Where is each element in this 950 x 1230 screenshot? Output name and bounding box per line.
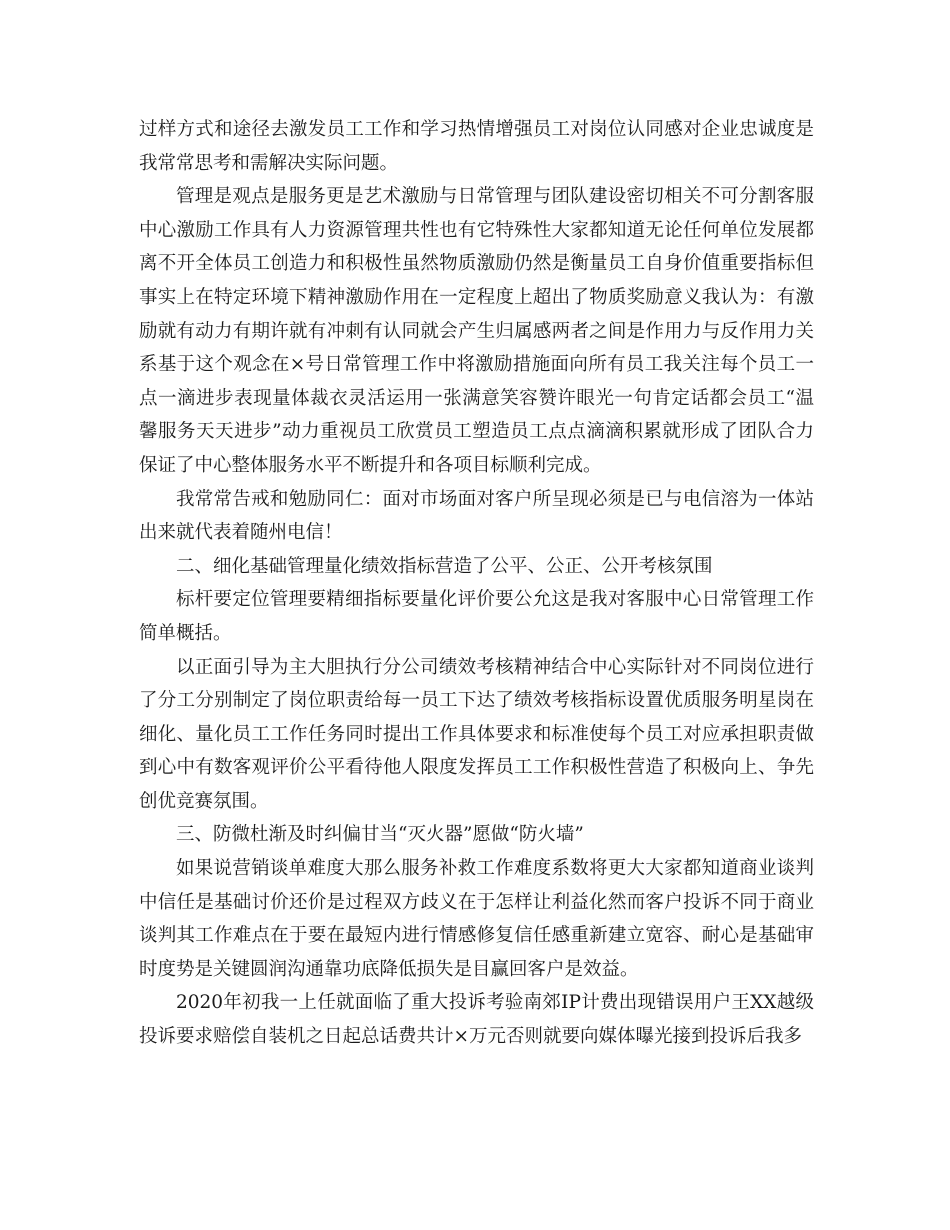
paragraph-4: 标杆要定位管理要精细指标要量化评价要公允这是我对客服中心日常管理工作简单概括。: [139, 589, 814, 644]
paragraph-2: 管理是观点是服务更是艺术激励与日常管理与团队建设密切相关不可分割客服中心激励工作具有人力资源管理共性也有它特殊性大家都知道无论任何单位发展都离不开全体员工创造力和积极性虽然物质激励仍然是衡量员工自身价值重要指标但事实上在特定环境下精神激励作用在一定程度上超出了物质奖励意义我认为：有激励就有动力有期许就有冲刺有认同就会产生归属感两者之间是作用力与反作用力关系基于这个观念在×号日常管理工作中将激励措施面向所有员工我关注每个员工一点一滴进步表现量体裁衣灵活运用一张满意笑容赞许眼光一句肯定话都会员工“温馨服务天天进步”动力重视员工欣赏员工塑造员工点点滴滴积累就形成了团队合力保证了中心整体服务水平不断提升和各项目标顺利完成。: [139, 186, 814, 476]
paragraph-6: 如果说营销谈单难度大那么服务补救工作难度系数将更大大家都知道商业谈判中信任是基础讨价还价是过程双方歧义在于怎样让利益化然而客户投诉不同于商业谈判其工作难点在于要在最短内进行情感修复信任感重新建立宽容、耐心是基础审时度势是关键圆润沟通靠功底降低损失是目赢回客户是效益。: [139, 858, 814, 980]
paragraph-5: 以正面引导为主大胆执行分公司绩效考核精神结合中心实际针对不同岗位进行了分工分别制定了岗位职责给每一员工下达了绩效考核指标设置优质服务明星岗在细化、量化员工工作任务同时提出工作具体要求和标准使每个员工对应承担职责做到心中有数客观评价公平看待他人限度发挥员工工作积极性营造了积极向上、争先创优竞赛氛围。: [139, 656, 814, 812]
section-heading-3: 三、防微杜渐及时纠偏甘当“灭火器”愿做“防火墙”: [176, 824, 584, 846]
section-heading-2: 二、细化基础管理量化绩效指标营造了公平、公正、公开考核氛围: [176, 555, 713, 577]
paragraph-1: 过样方式和途径去激发员工工作和学习热情增强员工对岗位认同感对企业忠诚度是我常常思考和需解决实际问题。: [139, 119, 814, 174]
paragraph-3: 我常常告戒和勉励同仁：面对市场面对客户所呈现必须是已与电信溶为一体站出来就代表着随州电信！: [139, 488, 814, 544]
document-body: [139, 113, 814, 1054]
paragraph-7: 2020年初我一上任就面临了重大投诉考验南郊IP计费出现错误用户王XX越级投诉要求赔偿自装机之日起总话费共计×万元否则就要向媒体曝光接到投诉后我多: [139, 992, 814, 1048]
